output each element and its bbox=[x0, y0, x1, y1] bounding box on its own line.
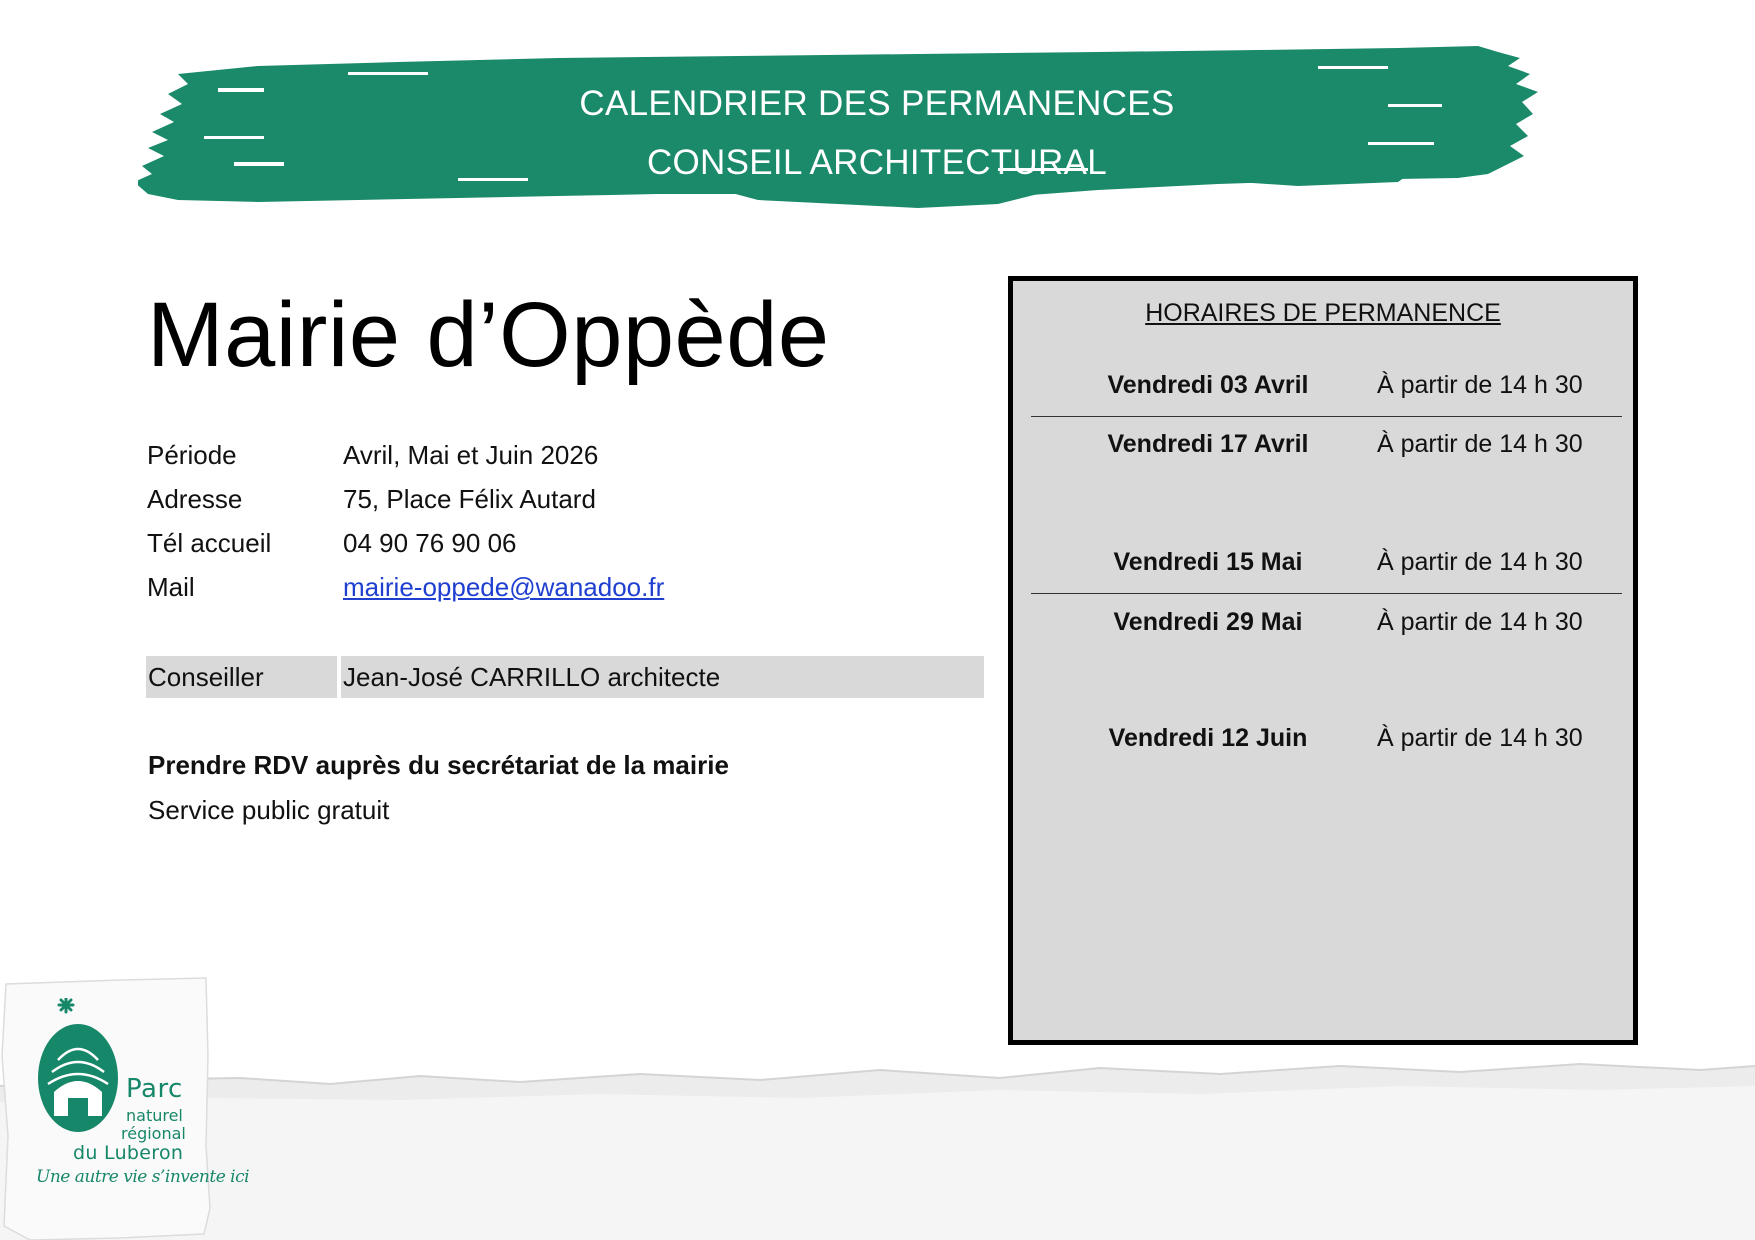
schedule-slot bbox=[1013, 721, 1633, 755]
mail-link[interactable]: mairie-oppede@wanadoo.fr bbox=[343, 572, 665, 602]
schedule-panel bbox=[1008, 276, 1638, 1045]
slot-day: Vendredi 15 Mai bbox=[1113, 548, 1303, 576]
slot-day: Vendredi 12 Juin bbox=[1108, 724, 1308, 752]
slot-day: Vendredi 17 Avril bbox=[1107, 430, 1309, 458]
torn-paper-strip bbox=[0, 1040, 1755, 1240]
slot-day: Vendredi 29 Mai bbox=[1113, 608, 1303, 636]
rdv-note: Prendre RDV auprès du secrétariat de la mairie bbox=[148, 750, 729, 780]
schedule-divider bbox=[1031, 416, 1622, 417]
schedule-slot bbox=[1013, 545, 1633, 579]
slot-time: À partir de 14 h 30 bbox=[1377, 430, 1583, 458]
logo-tagline: Une autre vie s’invente ici bbox=[36, 1167, 250, 1187]
schedule-divider bbox=[1031, 593, 1622, 594]
banner-title-line2: CONSEIL ARCHITECTURAL bbox=[646, 143, 1108, 182]
advisor-label: Conseiller bbox=[146, 656, 337, 698]
schedule-slot bbox=[1013, 368, 1633, 402]
tel-label: Tél accueil bbox=[147, 528, 272, 558]
luberon-logo-icon bbox=[36, 998, 126, 1134]
logo-text-luberon: du Luberon bbox=[73, 1142, 184, 1164]
banner-title-line1: CALENDRIER DES PERMANENCES bbox=[579, 84, 1175, 123]
slot-time: À partir de 14 h 30 bbox=[1377, 724, 1583, 752]
schedule-heading: HORAIRES DE PERMANENCE bbox=[1145, 299, 1501, 327]
tel-value: 04 90 76 90 06 bbox=[343, 528, 517, 558]
periode-label: Période bbox=[147, 440, 237, 470]
slot-day: Vendredi 03 Avril bbox=[1107, 371, 1309, 399]
periode-value: Avril, Mai et Juin 2026 bbox=[343, 440, 599, 470]
header-banner bbox=[138, 44, 1616, 228]
slot-time: À partir de 14 h 30 bbox=[1377, 548, 1583, 576]
schedule-slot bbox=[1013, 427, 1633, 461]
slot-time: À partir de 14 h 30 bbox=[1377, 371, 1583, 399]
logo-text-naturel: naturel bbox=[126, 1106, 183, 1125]
adresse-label: Adresse bbox=[147, 484, 243, 514]
mail-label: Mail bbox=[147, 572, 195, 602]
schedule-slot bbox=[1013, 605, 1633, 639]
logo-text-regional: régional bbox=[121, 1124, 186, 1143]
advisor-row bbox=[146, 656, 984, 698]
adresse-value: 75, Place Félix Autard bbox=[343, 484, 596, 514]
slot-time: À partir de 14 h 30 bbox=[1377, 608, 1583, 636]
page-title: Mairie d’Oppède bbox=[147, 284, 830, 386]
service-note: Service public gratuit bbox=[148, 795, 390, 825]
logo-text-parc: Parc bbox=[126, 1074, 183, 1104]
advisor-value: Jean-José CARRILLO architecte bbox=[341, 656, 984, 698]
